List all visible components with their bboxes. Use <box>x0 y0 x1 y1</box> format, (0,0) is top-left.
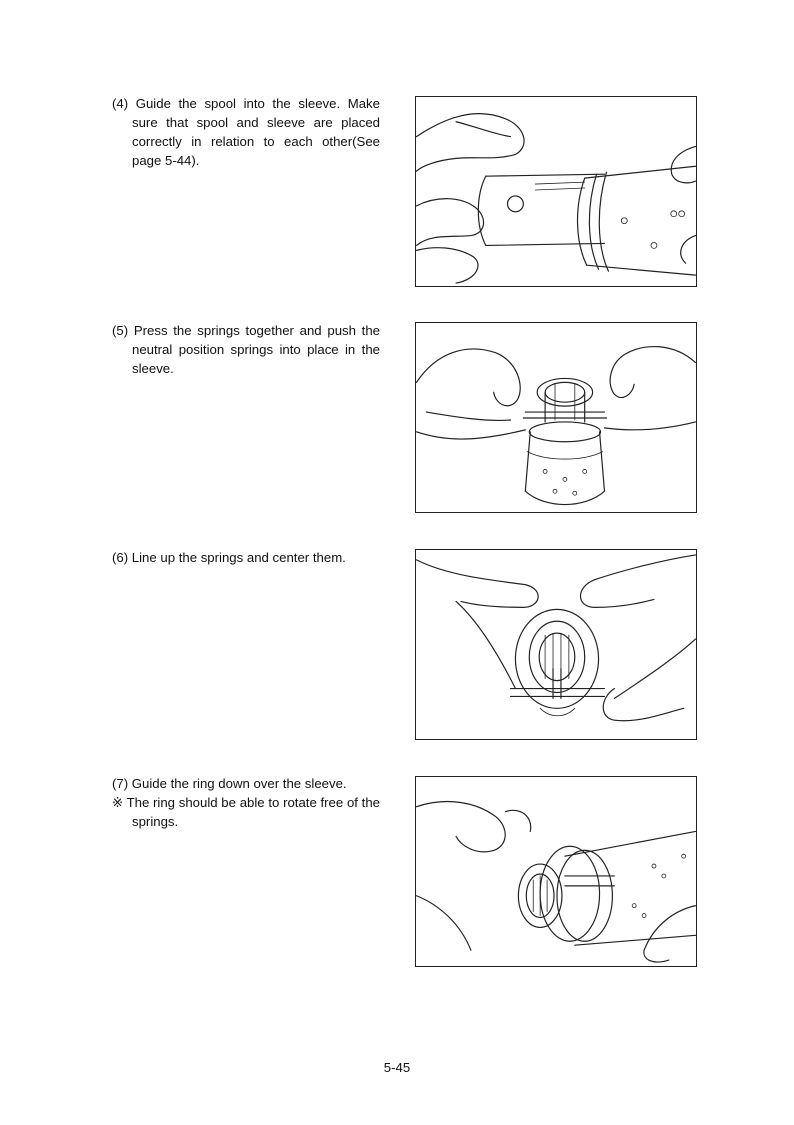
step-7-text: (7) Guide the ring down over the sleeve. <box>112 776 347 791</box>
ring-over-sleeve-illustration-icon <box>416 777 696 966</box>
step-6-text: (6) Line up the springs and center them. <box>112 550 346 565</box>
step-4-figure <box>415 96 697 287</box>
neutral-springs-illustration-icon <box>416 323 696 512</box>
center-springs-illustration-icon <box>416 550 696 739</box>
step-4 <box>112 94 380 170</box>
step-5-text: (5) Press the springs together and push the neutral position springs into place in the sleeve. <box>112 323 380 376</box>
step-5 <box>112 321 380 378</box>
spool-sleeve-assembly-illustration-icon <box>416 97 696 286</box>
step-5-figure <box>415 322 697 513</box>
step-7-note: ※ The ring should be able to rotate free of the springs. <box>112 795 380 829</box>
step-7 <box>112 774 380 831</box>
page-number: 5-45 <box>383 1060 411 1075</box>
step-6 <box>112 548 380 567</box>
step-6-figure <box>415 549 697 740</box>
step-7-figure <box>415 776 697 967</box>
step-4-text: (4) Guide the spool into the sleeve. Make sure that spool and sleeve are placed correctly in relation to each other(See page 5-44). <box>112 96 380 168</box>
